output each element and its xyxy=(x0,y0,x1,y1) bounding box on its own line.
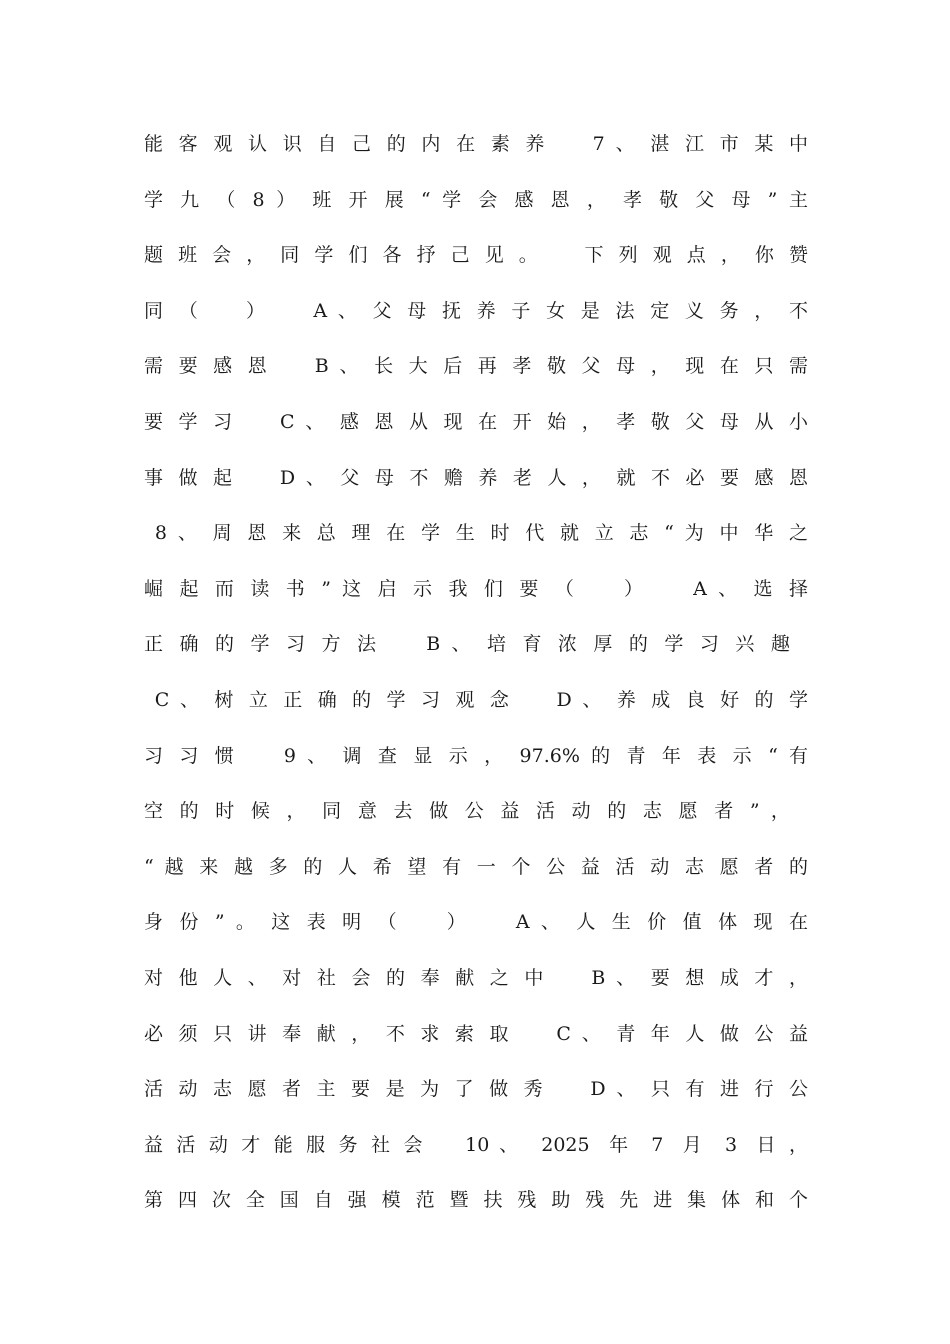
text-line: 学 九 （ 8 ） 班 开 展 “ 学 会 感 恩 ， 孝 敬 父 母 ” 主 xyxy=(144,188,808,211)
text-line: 事 做 起 D 、 父 母 不 赡 养 老 人 ， 就 不 必 要 感 恩 xyxy=(144,466,808,489)
text-line: 空 的 时 候 ， 同 意 去 做 公 益 活 动 的 志 愿 者 ” ， xyxy=(144,800,808,823)
text-line: 第 四 次 全 国 自 强 模 范 暨 扶 残 助 残 先 进 集 体 和 个 xyxy=(144,1189,808,1212)
text-line: 能 客 观 认 识 自 己 的 内 在 素 养 7 、 湛 江 市 某 中 xyxy=(144,133,808,155)
text-line: “ 越 来 越 多 的 人 希 望 有 一 个 公 益 活 动 志 愿 者 的 xyxy=(144,855,808,878)
text-line: 身 份 ” 。 这 表 明 （ ） A 、 人 生 价 值 体 现 在 xyxy=(144,911,808,934)
text-line: 需 要 感 恩 B 、 长 大 后 再 孝 敬 父 母 ， 现 在 只 需 xyxy=(144,355,808,378)
text-line: 8 、 周 恩 来 总 理 在 学 生 时 代 就 立 志 “ 为 中 华 之 xyxy=(144,522,808,545)
text-line: 活 动 志 愿 者 主 要 是 为 了 做 秀 D 、 只 有 进 行 公 xyxy=(144,1078,808,1101)
text-line: 正 确 的 学 习 方 法 B 、 培 育 浓 厚 的 学 习 兴 趣 xyxy=(144,633,808,656)
text-line: 对 他 人 、 对 社 会 的 奉 献 之 中 B 、 要 想 成 才 ， xyxy=(144,966,808,989)
text-line: 崛 起 而 读 书 ” 这 启 示 我 们 要 （ ） A 、 选 择 xyxy=(144,577,808,600)
text-line: C 、 树 立 正 确 的 学 习 观 念 D 、 养 成 良 好 的 学 xyxy=(144,688,808,711)
text-line: 题 班 会 ， 同 学 们 各 抒 己 见 。 下 列 观 点 ， 你 赞 xyxy=(144,244,808,267)
text-line: 同 （ ） A 、 父 母 抚 养 子 女 是 法 定 义 务 ， 不 xyxy=(144,299,808,322)
text-line: 益 活 动 才 能 服 务 社 会 10 、 2025 年 7 月 3 日 ， xyxy=(144,1133,808,1156)
text-line: 习 习 惯 9 、 调 查 显 示 ， 97.6% 的 青 年 表 示 “ 有 xyxy=(144,744,808,767)
body-text xyxy=(144,122,808,1234)
text-line: 要 学 习 C 、 感 恩 从 现 在 开 始 ， 孝 敬 父 母 从 小 xyxy=(144,410,808,433)
text-line: 必 须 只 讲 奉 献 ， 不 求 索 取 C 、 青 年 人 做 公 益 xyxy=(144,1022,808,1045)
